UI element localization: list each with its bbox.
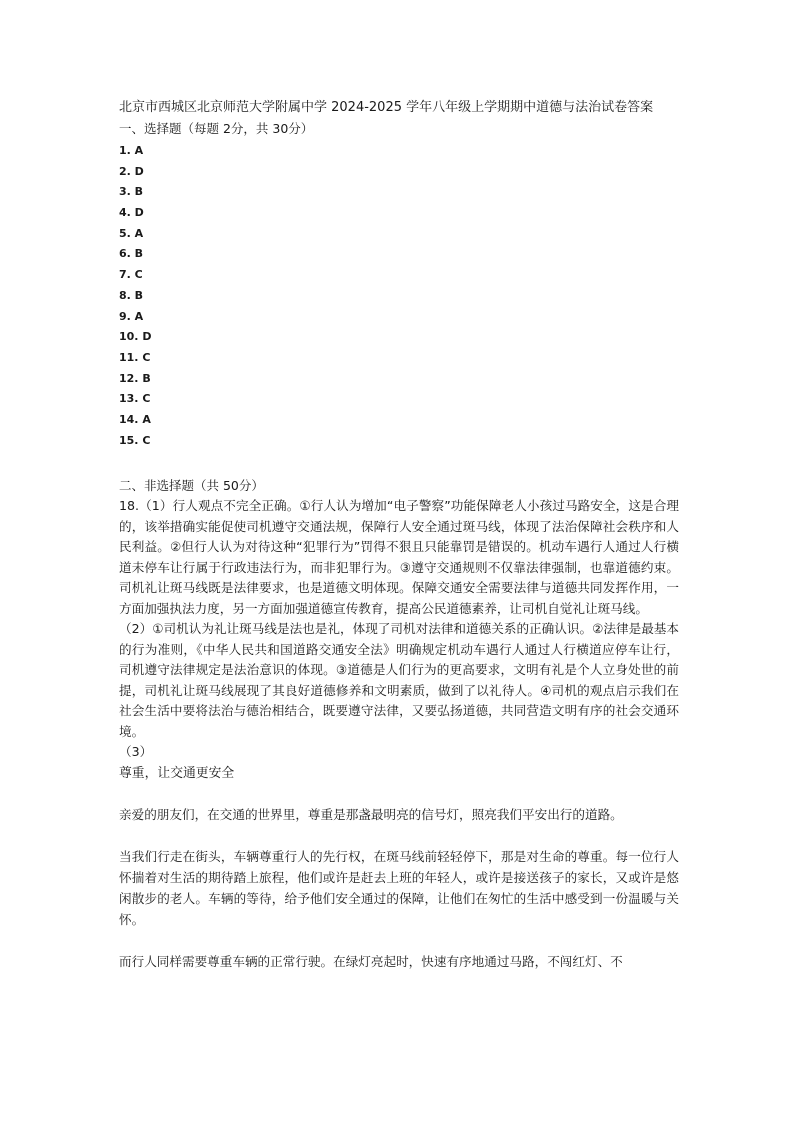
answer-item: 14. A — [119, 412, 151, 426]
answer-item: 15. C — [119, 433, 151, 447]
spacer — [119, 785, 679, 804]
document-content — [119, 97, 679, 972]
essay-paragraph: 而行人同样需要尊重车辆的正常行驶。在绿灯亮起时，快速有序地通过马路，不闯红灯、不 — [119, 953, 623, 969]
answer-item: 2. D — [119, 164, 144, 178]
answer-item: 9. A — [119, 309, 144, 323]
answer-item: 7. C — [119, 268, 143, 282]
essay-paragraph: 当我们行走在街头，车辆尊重行人的先行权，在斑马线前轻轻停下，那是对生命的尊重。每一位行人怀揣着对生活的期待踏上旅程，他们或许是赶去上班的年轻人，或许是接送孩子的家长，又或许是悠闲散步的老人。车辆的等待，给予他们安全通过的保障，让他们在匆忙的生活中感受到一份温暖与关怀。 — [119, 848, 679, 927]
q18-part1-answer: 18.（1）行人观点不完全正确。①行人认为增加“电子警察”功能保障老人小孩过马路安全，这是合理的，该举措确实能促使司机遵守交通法规，保障行人安全通过斑马线，体现了法治保障社会秩序和人民利益。②但行人认为对待这种“犯罪行为”罚得不狠且只能靠罚是错误的。机动车遇行人通过人行横道未停车让行属于行政违法行为，而非犯罪行为。③遵守交通规则不仅靠法律强制，也靠道德约束。司机礼让斑马线既是法律要求，也是道德文明体现。保障交通安全需要法律与道德共同发挥作用，一方面加强执法力度，另一方面加强道德宣传教育，提高公民道德素养，让司机自觉礼让斑马线。 — [119, 498, 679, 616]
q18-part2-answer: （2）①司机认为礼让斑马线是法也是礼，体现了司机对法律和道德关系的正确认识。②法律是最基本的行为准则，《中华人民共和国道路交通安全法》明确规定机动车遇行人通过人行横道应停车让行，司机遵守法律规定是法治意识的体现。③道德是人们行为的更高要求，文明有礼是个人立身处世的前提，司机礼让斑马线展现了其良好道德修养和文明素质，做到了以礼待人。④司机的观点启示我们在社会生活中要将法治与德治相结合，既要遵守法律，又要弘扬道德，共同营造文明有序的社会交通环境。 — [119, 621, 679, 739]
answer-item: 5. A — [119, 226, 144, 240]
essay-paragraph: 亲爱的朋友们，在交通的世界里，尊重是那盏最明亮的信号灯，照亮我们平安出行的道路。 — [119, 806, 623, 822]
section-heading-nonchoice: 二、非选择题（共 50分） — [119, 478, 264, 494]
spacer — [119, 930, 679, 951]
section-heading-choice: 一、选择题（每题 2分，共 30分） — [119, 121, 314, 136]
spacer — [119, 825, 679, 846]
answer-item: 12. B — [119, 371, 151, 385]
answer-list — [119, 141, 679, 451]
answer-item: 6. B — [119, 247, 144, 261]
answer-item: 3. B — [119, 185, 144, 199]
answer-item: 11. C — [119, 350, 151, 364]
answer-item: 1. A — [119, 144, 144, 157]
answer-item: 13. C — [119, 392, 151, 406]
answer-item: 4. D — [119, 206, 144, 220]
answer-item: 8. B — [119, 288, 144, 302]
q18-part3-label: （3） — [119, 744, 153, 760]
answer-item: 10. D — [119, 330, 152, 344]
page-title: 北京市西城区北京师范大学附属中学 2024-2025 学年八年级上学期期中道德与法治试卷答案 — [119, 100, 654, 115]
essay-title: 尊重，让交通更安全 — [119, 765, 235, 781]
spacer — [119, 451, 679, 475]
